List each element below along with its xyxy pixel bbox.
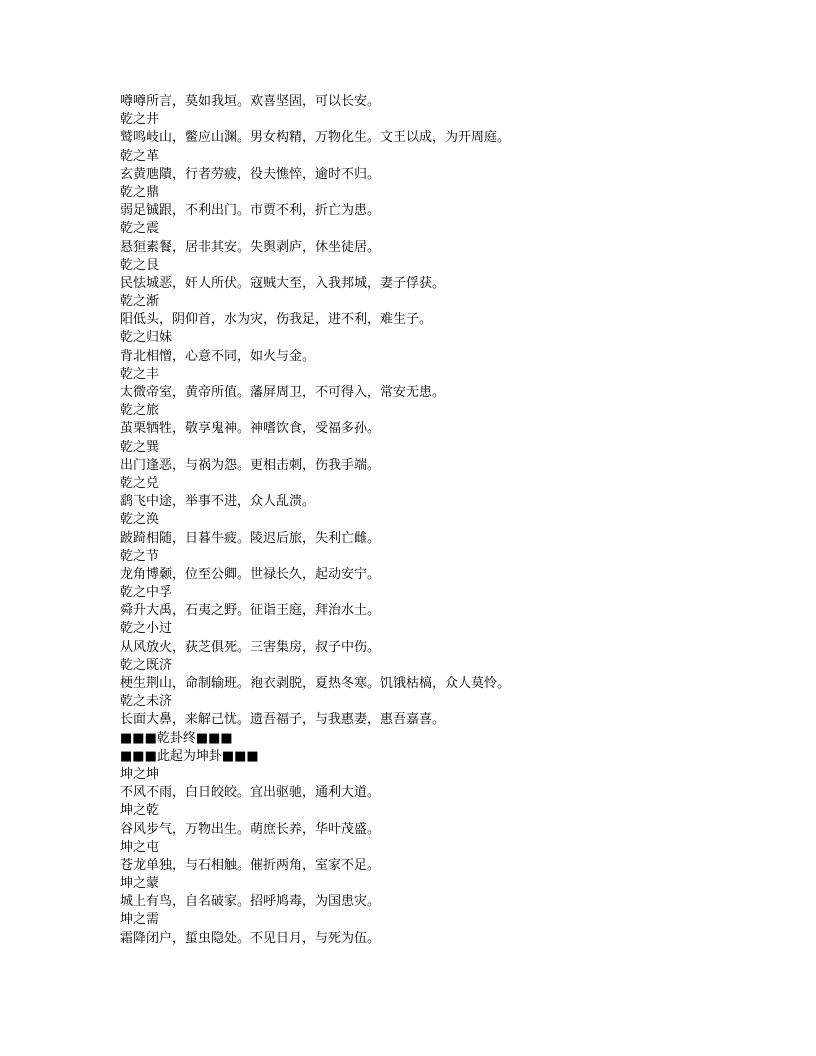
- text-line: 阳低头，阴仰首，水为灾，伤我足，进不利，难生子。: [120, 312, 433, 328]
- text-line: 舜升大禹，石夷之野。征诣王庭，拜治水土。: [120, 603, 381, 619]
- section-heading: 乾之中孚: [120, 585, 173, 601]
- section-heading: 乾之未济: [120, 694, 173, 710]
- text-line: 鹫鸣岐山，鳖应山渊。男女构精，万物化生。文王以成，为开周庭。: [120, 130, 511, 146]
- chapter-divider: ■■■乾卦终■■■: [120, 730, 233, 746]
- text-line: 玄黄虺隤，行者劳疲，役夫憔悴，逾时不归。: [120, 166, 381, 182]
- document-page: [120, 93, 800, 948]
- section-heading: 乾之震: [120, 221, 160, 237]
- section-heading: 坤之需: [120, 912, 160, 928]
- text-line: 茧栗牺牲，敬享鬼神。神嗜饮食，受福多孙。: [120, 421, 381, 437]
- text-line: 弱足铖跟，不利出门。市贾不利，折亡为患。: [120, 203, 381, 219]
- section-heading: 坤之蒙: [120, 876, 160, 892]
- section-heading: 乾之井: [120, 112, 160, 128]
- text-line: 龙角博颡，位至公卿。世禄长久，起动安宁。: [120, 566, 381, 582]
- section-heading: 坤之乾: [120, 803, 160, 819]
- section-heading: 乾之旅: [120, 403, 160, 419]
- text-line: 悬狟素餐，居非其安。失舆剥庐，休坐徒居。: [120, 239, 381, 255]
- text-line: 跛踦相随，日暮牛疲。陵迟后旅，失利亡雌。: [120, 530, 381, 546]
- text-line: 从风放火，荻芝俱死。三害集房，叔子中伤。: [120, 639, 381, 655]
- section-heading: 乾之涣: [120, 512, 160, 528]
- text-line: 出门逢恶，与祸为怨。更相击刺，伤我手端。: [120, 457, 381, 473]
- text-line: 长面大鼻，来解己忧。遗吾福子，与我惠妻，惠吾嘉喜。: [120, 712, 446, 728]
- section-heading: 坤之坤: [120, 766, 160, 782]
- section-heading: 乾之渐: [120, 294, 160, 310]
- text-line: 不风不雨，白日皎皎。宜出驱驰，通利大道。: [120, 785, 381, 801]
- text-line: 谷风步气，万物出生。萌庶长养，华叶茂盛。: [120, 821, 381, 837]
- section-heading: 乾之小过: [120, 621, 173, 637]
- text-line: 噂噂所言，莫如我垣。欢喜坚固，可以长安。: [120, 94, 381, 109]
- section-heading: 乾之艮: [120, 257, 160, 273]
- text-line: 城上有鸟，自名破家。招呼鸠毒，为国患灾。: [120, 894, 381, 910]
- text-line: 背北相憎，心意不同，如火与金。: [120, 348, 316, 364]
- section-heading: 乾之兑: [120, 475, 160, 491]
- section-heading: 乾之巽: [120, 439, 160, 455]
- text-line: 鹞飞中途，举事不进，众人乱溃。: [120, 494, 316, 510]
- text-line: 梗生荆山，命制输班。袍衣剥脱，夏热冬寒。饥饿枯槁，众人莫怜。: [120, 676, 511, 691]
- section-heading: 乾之既济: [120, 657, 173, 673]
- section-heading: 乾之革: [120, 148, 160, 164]
- section-heading: 乾之节: [120, 548, 160, 564]
- chapter-divider: ■■■此起为坤卦■■■: [120, 748, 259, 764]
- section-heading: 乾之丰: [120, 366, 160, 382]
- text-line: 民怯城恶，奸人所伏。寇贼大至，入我邦城，妻子俘获。: [120, 275, 446, 291]
- section-heading: 坤之屯: [120, 839, 160, 855]
- section-heading: 乾之鼎: [120, 184, 160, 200]
- text-line: 苍龙单独，与石相触。催折两角，室家不足。: [120, 857, 381, 873]
- text-line: 太微帝室，黄帝所值。藩屏周卫，不可得入，常安无患。: [120, 385, 446, 400]
- text-line: 霜降闭户，蜇虫隐处。不见日月，与死为伍。: [120, 930, 381, 946]
- section-heading: 乾之归妹: [120, 330, 173, 346]
